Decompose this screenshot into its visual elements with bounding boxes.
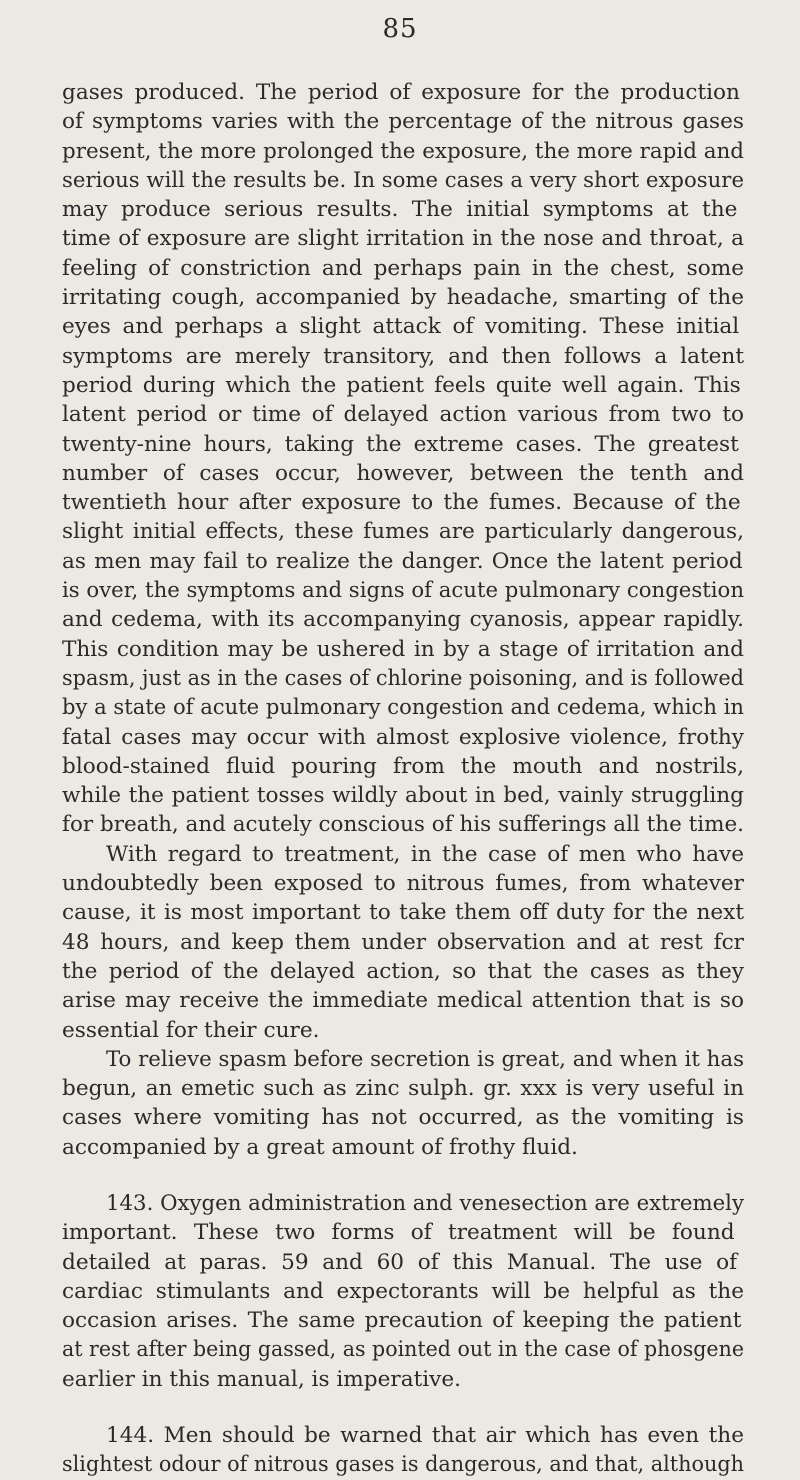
- text-line: essential for their cure.: [62, 1017, 320, 1043]
- text-line: spasm, just as in the cases of chlorine poisoning, and is followed: [62, 665, 744, 691]
- paragraph-treatment: [62, 840, 744, 1045]
- text-line: arise may receive the immediate medical attention that is so: [62, 988, 744, 1014]
- text-line: accompanied by a great amount of frothy fluid.: [62, 1134, 578, 1160]
- paragraph-gap: [62, 1162, 744, 1189]
- text-line: occasion arises. The same precaution of keeping the patient: [62, 1308, 742, 1334]
- text-line: begun, an emetic such as zinc sulph. gr. xxx is very useful in: [62, 1076, 744, 1102]
- text-line: This condition may be ushered in by a stage of irritation and: [62, 636, 744, 662]
- paragraph-144: [62, 1421, 744, 1480]
- text-line: gases produced. The period of exposure for the production: [62, 80, 740, 105]
- text-line: number of cases occur, however, between the tenth and: [62, 460, 744, 486]
- text-line: earlier in this manual, is imperative.: [62, 1366, 461, 1392]
- text-line: of symptoms varies with the percentage of the nitrous gases: [62, 109, 744, 135]
- text-line: fatal cases may occur with almost explosive violence, frothy: [62, 724, 744, 750]
- text-line: latent period or time of delayed action various from two to: [62, 402, 744, 428]
- text-line: the period of the delayed action, so that the cases as they: [62, 958, 744, 984]
- text-line: slightest odour of nitrous gases is dangerous, and that, although: [62, 1452, 744, 1478]
- text-line: period during which the patient feels quite well again. This: [62, 372, 741, 398]
- text-line: while the patient tosses wildly about in bed, vainly struggling: [62, 783, 744, 809]
- text-line: slight initial effects, these fumes are particularly dangerous,: [62, 519, 744, 545]
- paragraph-continuation: [62, 78, 744, 840]
- text-line: cause, it is most important to take them off duty for the next: [62, 900, 744, 926]
- paragraph-spasm: [62, 1045, 744, 1162]
- paragraph-gap: [62, 1394, 744, 1421]
- text-line: irritating cough, accompanied by headache, smarting of the: [62, 285, 744, 311]
- text-line: 143. Oxygen administration and venesection are extremely: [106, 1190, 744, 1216]
- text-line: present, the more prolonged the exposure, the more rapid and: [62, 138, 744, 164]
- text-line: feeling of constriction and perhaps pain in the chest, some: [62, 255, 744, 281]
- text-line: undoubtedly been exposed to nitrous fumes, from whatever: [62, 871, 744, 897]
- text-line: With regard to treatment, in the case of men who have: [106, 841, 744, 867]
- text-line: 48 hours, and keep them under observation and at rest fcr: [62, 929, 744, 955]
- paragraph-143: [62, 1189, 744, 1394]
- text-line: at rest after being gassed, as pointed out in the case of phosgene: [62, 1337, 744, 1363]
- text-line: by a state of acute pulmonary congestion and cedema, which in: [62, 695, 744, 721]
- body-text: [62, 78, 744, 1480]
- text-line: for breath, and acutely conscious of his sufferings all the time.: [62, 812, 744, 838]
- text-line: time of exposure are slight irritation in the nose and throat, a: [62, 226, 744, 252]
- text-line: cardiac stimulants and expectorants will be helpful as the: [62, 1278, 744, 1304]
- text-line: as men may fail to realize the danger. Once the latent period: [62, 548, 743, 574]
- text-line: twenty-nine hours, taking the extreme cases. The greatest: [62, 431, 739, 457]
- text-line: blood-stained fluid pouring from the mouth and nostrils,: [62, 753, 744, 779]
- page-number: 85: [382, 14, 418, 44]
- text-line: serious will the results be. In some cases a very short exposure: [62, 167, 744, 193]
- text-line: twentieth hour after exposure to the fumes. Because of the: [62, 490, 741, 516]
- text-line: may produce serious results. The initial symptoms at the: [62, 197, 738, 223]
- text-line: To relieve spasm before secretion is great, and when it has: [106, 1046, 744, 1072]
- text-line: cases where vomiting has not occurred, as the vomiting is: [62, 1105, 744, 1131]
- text-line: important. These two forms of treatment will be found: [62, 1220, 735, 1246]
- text-line: 144. Men should be warned that air which has even the: [106, 1423, 744, 1449]
- text-line: eyes and perhaps a slight attack of vomiting. These initial: [62, 314, 740, 340]
- text-line: symptoms are merely transitory, and then follows a latent: [62, 343, 744, 369]
- text-line: detailed at paras. 59 and 60 of this Manual. The use of: [62, 1249, 738, 1275]
- text-line: and cedema, with its accompanying cyanosis, appear rapidly.: [62, 607, 744, 633]
- text-line: is over, the symptoms and signs of acute pulmonary congestion: [62, 578, 744, 604]
